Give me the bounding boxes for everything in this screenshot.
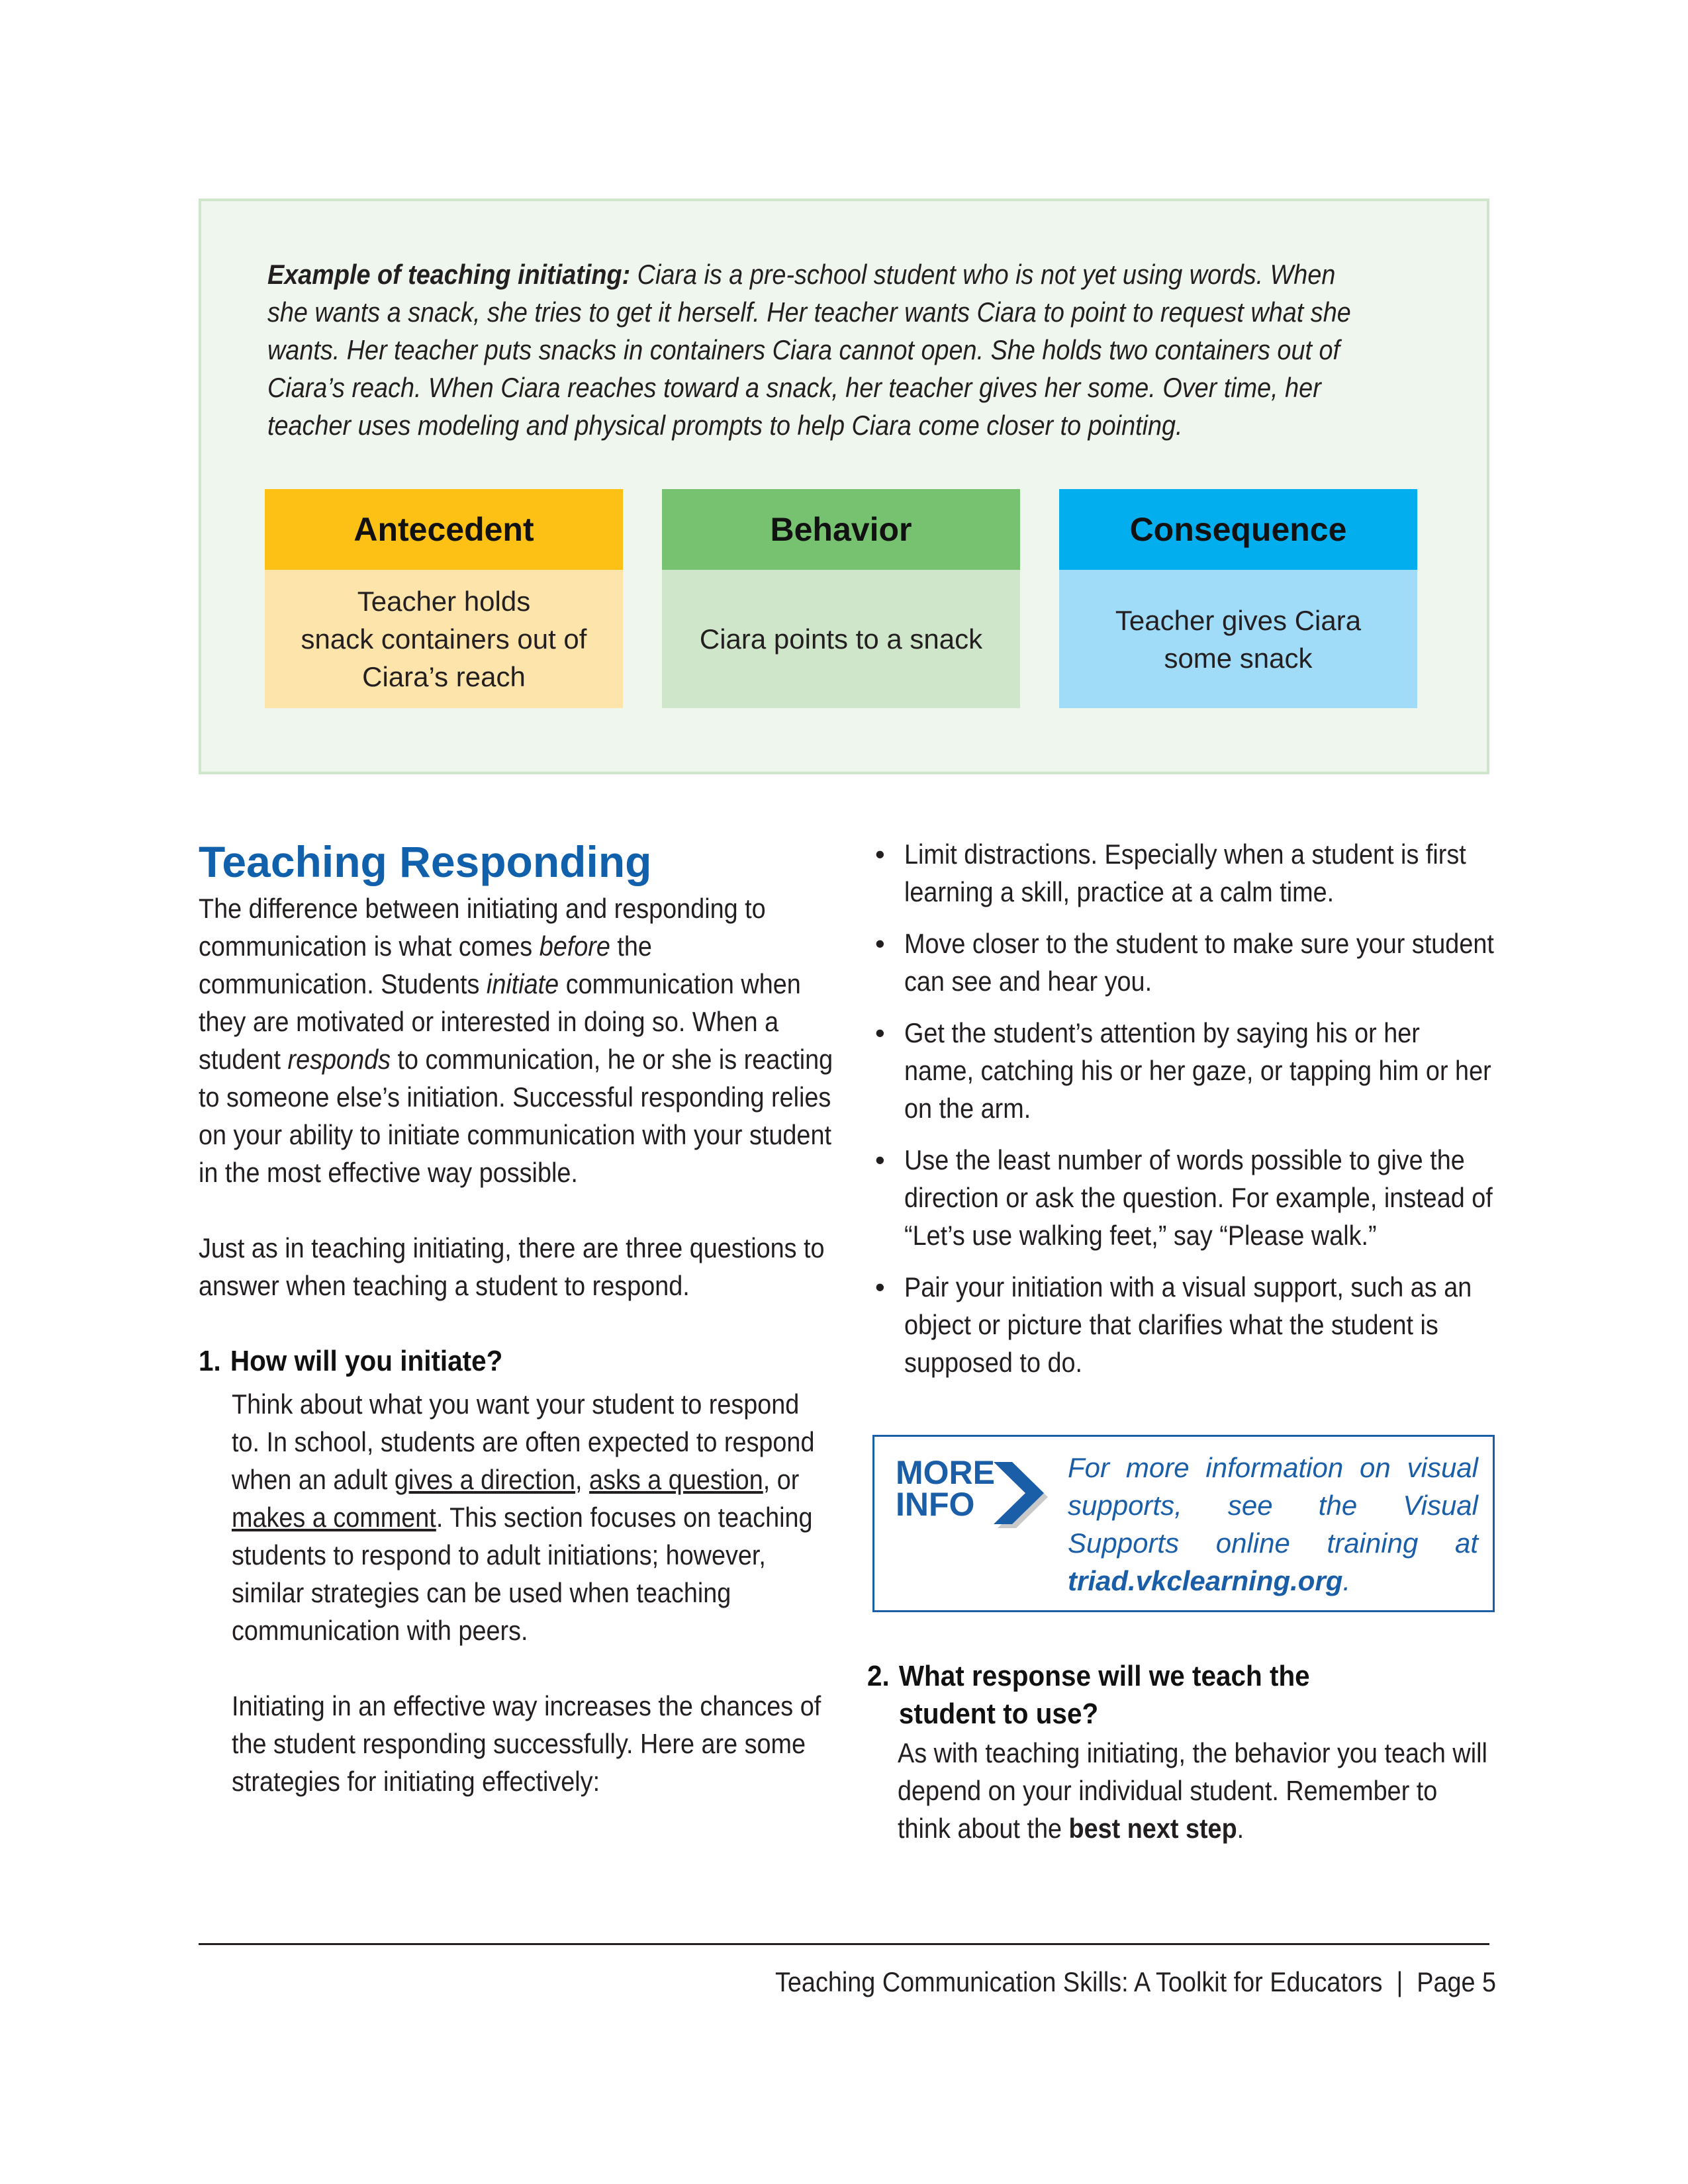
bullet-icon: • bbox=[875, 1271, 885, 1302]
example-lead: Example of teaching initiating: bbox=[267, 259, 631, 290]
list-item bbox=[867, 1141, 1496, 1254]
list-item bbox=[867, 835, 1496, 911]
example-box bbox=[199, 199, 1489, 774]
list-item bbox=[867, 1014, 1496, 1127]
consequence-title: Consequence bbox=[1059, 489, 1417, 570]
bullet-icon: • bbox=[875, 1144, 885, 1175]
list-item bbox=[867, 925, 1496, 1000]
left-column bbox=[199, 835, 834, 1800]
antecedent-body: Teacher holds snack containers out of Ciara’s reach bbox=[265, 570, 623, 708]
list-item bbox=[867, 1268, 1496, 1381]
question-1-number: 1. bbox=[199, 1345, 221, 1377]
question-1-heading bbox=[199, 1342, 836, 1380]
example-paragraph bbox=[267, 255, 1364, 444]
triad-link[interactable]: triad.vkclearning.org bbox=[1068, 1565, 1343, 1596]
bullet-icon: • bbox=[875, 928, 885, 959]
section-paragraph-2: Just as in teaching initiating, there are three questions to answer when teaching a student to respond. bbox=[199, 1232, 825, 1301]
text-run: , or bbox=[763, 1464, 800, 1495]
text-run: to communication, he or she is reacting to someone else’s initiation. Successful responding relies on your ability to initiate communication with your student in the most effective way possible. bbox=[199, 1044, 833, 1188]
bullet-icon: • bbox=[875, 839, 885, 870]
more-info-label: MORE INFO bbox=[896, 1454, 995, 1523]
question-2-title: What response will we teach the student to use? bbox=[898, 1660, 1310, 1730]
best-next-step: best next step bbox=[1068, 1813, 1237, 1844]
consequence-body: Teacher gives Ciara some snack bbox=[1059, 570, 1417, 708]
text-run: The difference between initiating and responding to communication is what comes bbox=[199, 893, 766, 962]
question-1-paragraph-1 bbox=[232, 1385, 833, 1649]
text-run: . This section focuses on teaching students to respond to adult initiations; however, similar strategies can be used when teaching communication with peers. bbox=[232, 1502, 813, 1646]
list-item-text: Move closer to the student to make sure your student can see and hear you. bbox=[904, 928, 1494, 997]
makes-a-comment-link[interactable]: makes a comment bbox=[232, 1502, 436, 1533]
list-item-text: Limit distractions. Especially when a student is first learning a skill, practice at a calm time. bbox=[904, 839, 1466, 907]
behavior-card bbox=[662, 489, 1020, 708]
text-run: . bbox=[1342, 1565, 1351, 1596]
section-paragraph-1 bbox=[199, 889, 833, 1191]
question-1-paragraph-2: Initiating in an effective way increases the chances of the student responding successfully. Here are some strategies for initiating effectively: bbox=[232, 1690, 821, 1797]
behavior-title: Behavior bbox=[662, 489, 1020, 570]
antecedent-title: Antecedent bbox=[265, 489, 623, 570]
emphasis-initiate: initiate bbox=[486, 968, 559, 999]
more-info-box bbox=[872, 1435, 1495, 1612]
question-2-number: 2. bbox=[867, 1660, 890, 1692]
emphasis-before: before bbox=[539, 931, 610, 962]
initiating-strategies-list bbox=[867, 835, 1496, 1381]
consequence-card bbox=[1059, 489, 1417, 708]
question-2-heading bbox=[867, 1657, 1498, 1733]
text-run: the communication. Students bbox=[199, 931, 652, 999]
right-column bbox=[867, 835, 1496, 1395]
antecedent-card bbox=[265, 489, 623, 708]
asks-a-question-link[interactable]: asks a question bbox=[589, 1464, 763, 1495]
section-title: Teaching Responding bbox=[199, 837, 652, 886]
footer-divider bbox=[199, 1943, 1489, 1945]
footer-text: Teaching Communication Skills: A Toolkit for Educators | Page 5 bbox=[774, 1966, 1496, 1997]
question-2-paragraph bbox=[898, 1734, 1495, 1847]
more-info-text bbox=[1068, 1449, 1478, 1600]
question-2 bbox=[867, 1657, 1496, 1847]
bullet-icon: • bbox=[875, 1017, 885, 1048]
list-item-text: Get the student’s attention by saying his or her name, catching his or her gaze, or tapping him or her on the arm. bbox=[904, 1017, 1491, 1124]
gives-a-direction-link[interactable]: gives a direction bbox=[394, 1464, 576, 1495]
text-run: Think about what you want your student to respond to. In school, students are often expected to respond when an adult bbox=[232, 1388, 815, 1495]
text-run: . bbox=[1237, 1813, 1244, 1844]
text-run: For more information on visual supports, see the Visual Supports online training at bbox=[1068, 1452, 1478, 1559]
text-run: communication when they are motivated or interested in doing so. When a student bbox=[199, 968, 801, 1075]
text-run: , bbox=[575, 1464, 590, 1495]
list-item-text: Pair your initiation with a visual support, such as an object or picture that clarifies what the student is supposed to do. bbox=[904, 1271, 1472, 1378]
behavior-body: Ciara points to a snack bbox=[662, 570, 1020, 708]
list-item-text: Use the least number of words possible to give the direction or ask the question. For example, instead of “Let’s use walking feet,” say “Please walk.” bbox=[904, 1144, 1493, 1251]
question-1-title: How will you initiate? bbox=[230, 1345, 503, 1377]
text-run: As with teaching initiating, the behavior you teach will depend on your individual student. Remember to think about the bbox=[898, 1737, 1487, 1844]
double-chevron-right-icon bbox=[988, 1457, 1055, 1529]
example-text: Ciara is a pre-school student who is not yet using words. When she wants a snack, she tries to get it herself. Her teacher wants Ciara to point to request what she wants. Her teacher puts snacks in containers Ciara cannot open. She holds two containers out of Ciara’s reach. When Ciara reaches toward a snack, her teacher gives her some. Over time, her teacher uses modeling and physical prompts to help Ciara come closer to pointing. bbox=[267, 259, 1351, 441]
emphasis-responds: responds bbox=[287, 1044, 391, 1075]
